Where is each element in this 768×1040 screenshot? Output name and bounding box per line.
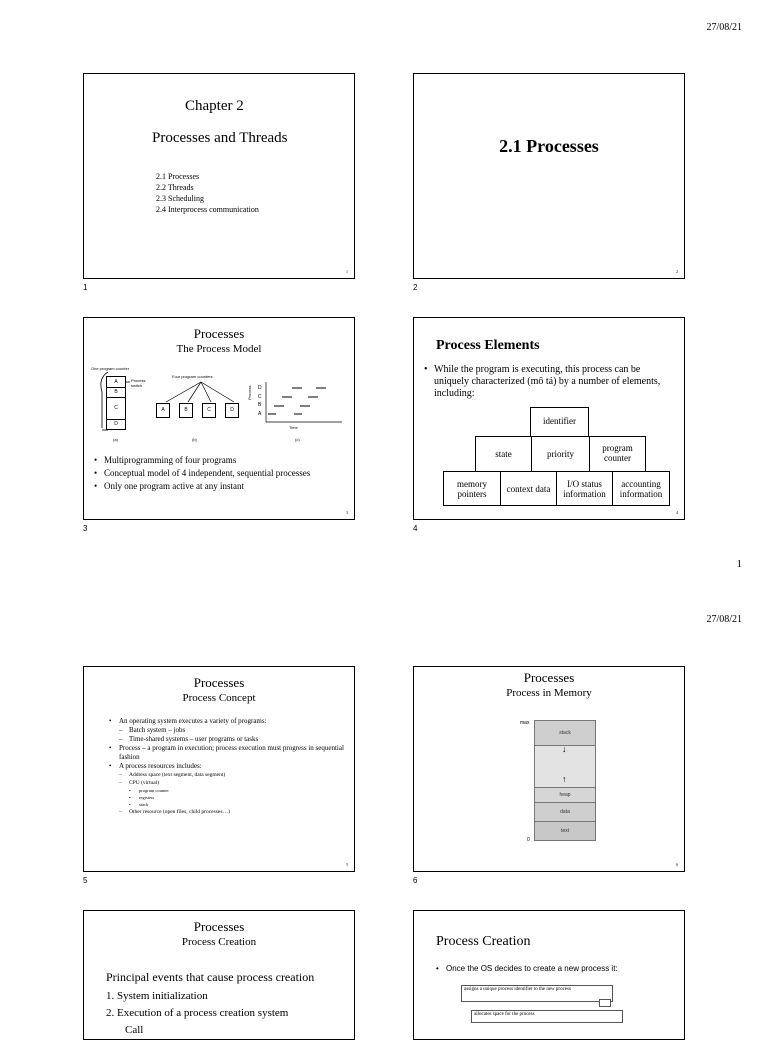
fig-c-rows <box>258 384 262 418</box>
list-item: – Time-shared systems – user programs or tasks <box>119 735 349 744</box>
slide-number: 3 <box>346 510 348 515</box>
list-item: • registers <box>129 794 349 801</box>
list-item: – CPU (virtual) <box>119 779 349 787</box>
slide-label: 2 <box>413 283 418 292</box>
fig-c-chart <box>264 380 344 430</box>
bullet-item: • Only one program active at any instant <box>94 480 349 493</box>
element-program-counter: program counter <box>589 436 646 472</box>
element-accounting: accounting information <box>612 471 670 506</box>
list-item: – Address space (text segment, data segment) <box>119 771 349 779</box>
list-item: – Other resource (open files, child processes…) <box>119 808 349 816</box>
list-item: • Process – a program in execution; process execution must progress in sequential fashion <box>109 744 349 762</box>
fig-b-box: B <box>179 403 193 418</box>
flow-step: assigns a unique process identifier to the new process <box>461 985 613 1002</box>
list-item: – Batch system – jobs <box>119 726 349 735</box>
bullet-item: • Multiprogramming of four programs <box>94 454 349 467</box>
bullet-item: • Conceptual model of 4 independent, sequential processes <box>94 467 349 480</box>
flow-step: allocates space for the process <box>471 1010 623 1023</box>
fig-b-arrows <box>156 380 246 404</box>
fig-c-xlabel: Time <box>289 425 298 430</box>
slide-number: 6 <box>676 862 678 867</box>
toc-list <box>156 171 259 215</box>
slide-6 <box>413 666 685 872</box>
fig-a-box: A <box>107 377 125 388</box>
slide-label: 1 <box>83 283 88 292</box>
bullet-item: • While the program is executing, this process can be uniquely characterized (mô tả) by a number of elements, including: <box>424 364 664 400</box>
fig-a-box: D <box>114 421 118 427</box>
fig-a-label: One program counter <box>91 366 130 371</box>
toc-item: 2.3 Scheduling <box>156 194 204 203</box>
memory-data: data <box>535 802 595 821</box>
slide-4 <box>413 317 685 520</box>
creation-list <box>106 988 288 1039</box>
slide-title: Process Creation <box>436 934 531 949</box>
bullet-item: • Once the OS decides to create a new process it: <box>436 964 685 973</box>
memory-text: text <box>535 821 595 840</box>
fig-caption: (c) <box>295 437 300 442</box>
slide-number: 4 <box>676 510 678 515</box>
toc-item: 2.1 Processes <box>156 172 200 181</box>
slide-subtitle: Process Concept <box>182 692 256 704</box>
slide-title: Processes <box>193 326 245 341</box>
fig-b-box: A <box>156 403 170 418</box>
element-state: state <box>475 436 532 472</box>
list-item: Call <box>125 1024 144 1036</box>
arrow-up-icon: ↑ <box>562 774 567 784</box>
memory-stack: stack <box>535 721 595 745</box>
fig-caption: (a) <box>113 437 118 442</box>
element-priority: priority <box>531 436 590 472</box>
fig-c-ylabel: Process <box>247 385 252 400</box>
slide-lead: Principal events that cause process creation <box>106 970 315 984</box>
slide-label: 5 <box>83 876 88 885</box>
slide-number: 2 <box>676 269 678 274</box>
fig-c-row: B <box>258 402 262 408</box>
chapter-label: Chapter 2 <box>185 98 244 114</box>
list-item: • An operating system executes a variety of programs: <box>109 717 349 726</box>
fig-c-row: C <box>258 393 262 400</box>
slide-subtitle: Process in Memory <box>506 687 592 699</box>
slide-title: Processes <box>193 919 245 934</box>
list-item: • A process resources includes: <box>109 762 349 771</box>
slide-label: 6 <box>413 876 418 885</box>
fig-b-box: D <box>225 403 239 418</box>
slide-2 <box>413 73 685 279</box>
element-identifier: identifier <box>530 407 589 437</box>
slide-7 <box>83 910 355 1040</box>
concept-list <box>109 717 349 816</box>
page-date: 27/08/21 <box>706 614 742 625</box>
list-item: • program counter <box>129 787 349 794</box>
page-date: 27/08/21 <box>706 22 742 33</box>
fig-a-box: C <box>107 397 125 420</box>
fig-caption: (b) <box>192 437 197 442</box>
fig-a-arrows <box>94 368 134 434</box>
slide-8 <box>413 910 685 1040</box>
slide-number: 1 <box>346 269 348 274</box>
slide-title: Processes <box>523 670 575 685</box>
arrow-down-icon: ↓ <box>562 744 567 754</box>
toc-item: 2.2 Threads <box>156 183 194 192</box>
fig-b-label: Four program counters <box>172 374 213 379</box>
list-item: 1. System initialization <box>106 990 208 1002</box>
slide-number: 5 <box>346 862 348 867</box>
arrow-down-icon <box>599 999 611 1007</box>
slide-label: 4 <box>413 524 418 533</box>
page-number: 1 <box>736 558 742 570</box>
slide-1 <box>83 73 355 279</box>
memory-heap: heap <box>535 787 595 802</box>
slide-3 <box>83 317 355 520</box>
list-item: • stack <box>129 801 349 808</box>
toc-item: 2.4 Interprocess communication <box>156 205 259 214</box>
list-item: 2. Execution of a process creation system <box>106 1007 289 1019</box>
slide-label: 3 <box>83 524 88 533</box>
memory-max-label: max <box>520 720 530 726</box>
element-memory-pointers: memory pointers <box>443 471 501 506</box>
slide-5 <box>83 666 355 872</box>
fig-c-row: A <box>258 410 262 417</box>
fig-b-box: C <box>202 403 216 418</box>
slide-title: Process Elements <box>436 338 540 353</box>
slide-title: Processes and Threads <box>152 130 288 146</box>
slide-title: Processes <box>193 675 245 690</box>
slide-subtitle: The Process Model <box>176 343 262 355</box>
fig-a-switch-label: Process switch <box>131 378 146 388</box>
element-io-status: I/O status information <box>556 471 613 506</box>
slide-title: 2.1 Processes <box>499 136 599 156</box>
memory-zero-label: 0 <box>527 837 530 843</box>
element-context-data: context data <box>500 471 557 506</box>
fig-a-box: B <box>107 387 125 398</box>
slide-subtitle: Process Creation <box>181 936 257 948</box>
fig-c-row: D <box>258 385 262 391</box>
bullet-list <box>94 454 349 493</box>
